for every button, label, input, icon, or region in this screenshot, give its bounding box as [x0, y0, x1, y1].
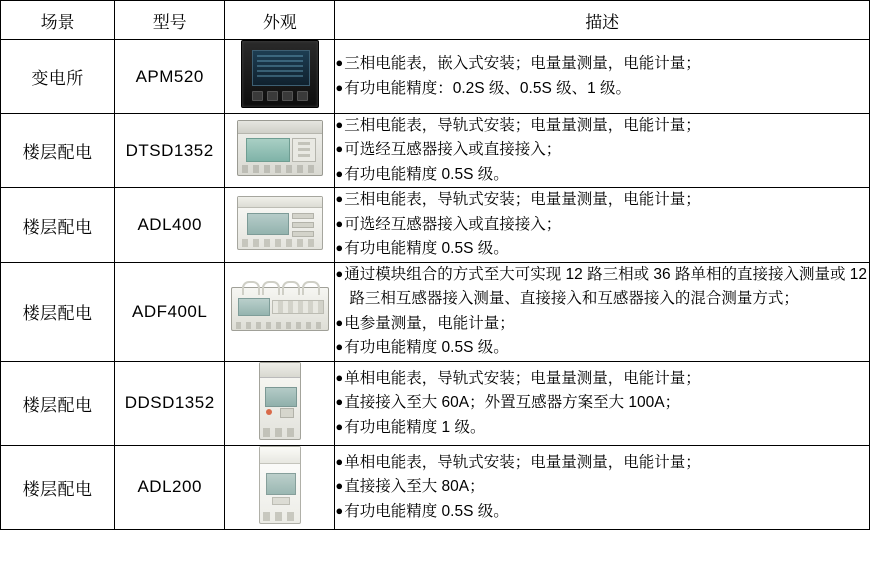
column-header-scene: 场景	[1, 1, 115, 40]
panel-meter-apm520-icon	[241, 40, 319, 108]
desc-text: 可选经互感器接入或直接接入；	[344, 141, 562, 159]
cell-scene: 楼层配电	[1, 114, 115, 188]
cell-appearance	[225, 445, 335, 529]
desc-text: 电参量测量，电能计量；	[344, 314, 515, 332]
desc-text: 可选经互感器接入或直接接入；	[344, 215, 562, 233]
table-row	[1, 361, 870, 445]
din-rail-meter-adl400-icon	[237, 196, 323, 250]
cell-model: DTSD1352	[115, 114, 225, 188]
din-rail-meter-dtsd1352-icon	[237, 120, 323, 176]
multi-circuit-meter-adf400l-icon	[231, 287, 329, 331]
desc-text: 通过模块组合的方式至大可实现 12 路三相或 36 路单相的直接接入测量或 12 路三相互感器接入测量、直接接入和互感器接入的混合测量方式；	[344, 265, 867, 308]
desc-text: 有功电能精度 0.5S 级。	[344, 339, 509, 357]
desc-text: 三相电能表，导轨式安装；电量量测量，电能计量；	[344, 191, 701, 209]
desc-text: 三相电能表，嵌入式安装；电量量测量，电能计量；	[344, 55, 701, 73]
cell-appearance	[225, 188, 335, 262]
table-row	[1, 188, 870, 262]
cell-scene: 楼层配电	[1, 188, 115, 262]
cell-description: ●单相电能表，导轨式安装；电量量测量，电能计量； ●直接接入至大 60A；外置互感器方案至大 100A； ●有功电能精度 1 级。	[335, 361, 870, 445]
desc-text: 直接接入至大 80A；	[344, 478, 485, 496]
table-row	[1, 445, 870, 529]
cell-scene: 楼层配电	[1, 262, 115, 361]
cell-scene: 楼层配电	[1, 361, 115, 445]
desc-text: 有功电能精度 0.5S 级。	[344, 165, 509, 183]
desc-text: 直接接入至大 60A；外置互感器方案至大 100A；	[344, 394, 681, 412]
desc-text: 单相电能表，导轨式安装；电量量测量，电能计量；	[344, 453, 701, 471]
table-row	[1, 40, 870, 114]
single-phase-meter-ddsd1352-icon	[259, 362, 301, 440]
table-row	[1, 114, 870, 188]
cell-description: ●三相电能表，导轨式安装；电量量测量，电能计量； ●可选经互感器接入或直接接入； ●有功电能精度 0.5S 级。	[335, 188, 870, 262]
column-header-description: 描述	[335, 1, 870, 40]
single-phase-meter-adl200-icon	[259, 446, 301, 524]
column-header-model: 型号	[115, 1, 225, 40]
desc-text: 有功电能精度：0.2S 级、0.5S 级、1 级。	[344, 79, 632, 97]
cell-scene: 楼层配电	[1, 445, 115, 529]
desc-text: 单相电能表，导轨式安装；电量量测量，电能计量；	[344, 369, 701, 387]
cell-description: ●三相电能表，嵌入式安装；电量量测量，电能计量； ●有功电能精度：0.2S 级、0.5S 级、1 级。	[335, 40, 870, 114]
cell-scene: 变电所	[1, 40, 115, 114]
cell-model: ADL200	[115, 445, 225, 529]
column-header-appearance: 外观	[225, 1, 335, 40]
table-header-row	[1, 1, 870, 40]
desc-text: 有功电能精度 0.5S 级。	[344, 240, 509, 258]
cell-model: ADL400	[115, 188, 225, 262]
cell-model: ADF400L	[115, 262, 225, 361]
cell-appearance	[225, 114, 335, 188]
desc-text: 有功电能精度 0.5S 级。	[344, 502, 509, 520]
cell-description: ●单相电能表，导轨式安装；电量量测量，电能计量； ●直接接入至大 80A； ●有功电能精度 0.5S 级。	[335, 445, 870, 529]
cell-appearance	[225, 40, 335, 114]
desc-text: 三相电能表，导轨式安装；电量量测量，电能计量；	[344, 117, 701, 134]
table-row	[1, 262, 870, 361]
cell-description: ●通过模块组合的方式至大可实现 12 路三相或 36 路单相的直接接入测量或 12 路三相互感器接入测量、直接接入和互感器接入的混合测量方式； ●电参量测量，电能计量； ●有功电能精度 0.5S 级。	[335, 262, 870, 361]
cell-description: ●三相电能表，导轨式安装；电量量测量，电能计量； ●可选经互感器接入或直接接入； ●有功电能精度 0.5S 级。	[335, 114, 870, 188]
cell-appearance	[225, 361, 335, 445]
cell-model: DDSD1352	[115, 361, 225, 445]
cell-model: APM520	[115, 40, 225, 114]
desc-text: 有功电能精度 1 级。	[344, 418, 486, 436]
cell-appearance	[225, 262, 335, 361]
